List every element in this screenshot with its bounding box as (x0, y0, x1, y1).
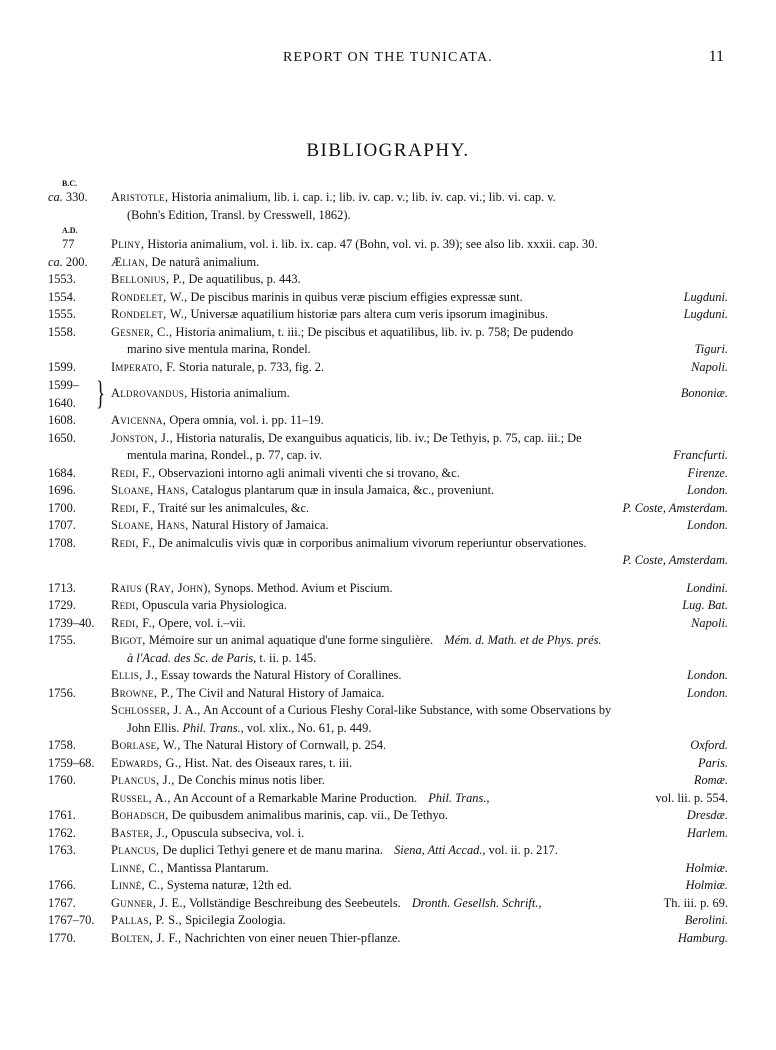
entry-continuation: Francfurti. mentula marina, Rondel., p. 77, cap. iv. (111, 447, 728, 465)
brace-icon: } (96, 375, 105, 412)
entry-author: Linné, C., (111, 878, 164, 892)
entry-author: Borlase, W., (111, 738, 181, 752)
entry-title: Traité sur les animalcules, &c. (158, 500, 310, 515)
entry-year: 1756. (48, 685, 76, 700)
entry-year: 1599– 1640. (48, 378, 79, 410)
entry-place: London. (687, 518, 728, 532)
entry-author: Linné, C., (111, 860, 164, 875)
era-label-bc: B.C. (62, 179, 78, 188)
page-number: 11 (708, 48, 724, 65)
entry-author: Baster, J., (111, 825, 169, 840)
entry-year: 1760. (48, 773, 76, 787)
entry-title: De piscibus marinis in quibus veræ piscium effigies expressæ sunt. (190, 289, 523, 304)
entry-volume: vol. ii. p. 217. (488, 843, 558, 857)
entry-title: Spicilegia Zoologia. (185, 913, 286, 927)
bib-entry (48, 254, 728, 272)
entry-title: Vollständige Beschreibung des Seebeutels. (189, 895, 401, 910)
entry-volume: vol. lii. p. 554. (655, 790, 728, 805)
bib-entry (48, 790, 728, 808)
bib-entry (48, 772, 728, 790)
entry-place: Napoli. (691, 359, 728, 374)
bib-entry (48, 825, 728, 843)
entry-place: Francfurti. (673, 448, 728, 462)
entry-title: The Natural History of Cornwall, p. 254. (183, 738, 387, 752)
entry-title: De naturâ animalium. (151, 254, 260, 269)
entry-author: Gunner, J. E., (111, 895, 187, 910)
entry-title: Historia animalium, t. iii.; De piscibus et aquatilibus, lib. iv. p. 758; De pudendo (175, 324, 574, 339)
entry-place: Dresdæ. (686, 808, 728, 822)
bib-entry (48, 465, 728, 483)
bib-entry (48, 306, 728, 324)
entry-year: ca. 200. (48, 254, 88, 269)
entry-title: Mantissa Plantarum. (166, 860, 269, 875)
bib-entry (48, 615, 728, 633)
entry-year: 1608. (48, 413, 76, 427)
entry-year: 1762. (48, 825, 76, 840)
entry-title: Historia animalium. (190, 386, 290, 400)
bib-entry (48, 877, 728, 895)
page-title: BIBLIOGRAPHY. (306, 140, 470, 161)
bib-entry (48, 189, 728, 224)
entry-year: 1758. (48, 738, 76, 752)
bib-entry (48, 895, 728, 913)
entry-place: Romæ. (693, 773, 728, 787)
bib-entry (48, 236, 728, 254)
entry-journal: Siena, Atti Accad., (394, 843, 486, 857)
entry-author: Bigot, (111, 633, 146, 647)
entry-author: Rondelet, W., (111, 307, 188, 321)
bib-entry (48, 860, 728, 878)
entry-place: Tiguri. (694, 342, 728, 356)
entry-year: 1684. (48, 465, 76, 480)
entry-title: Mémoire sur un animal aquatique d'une forme singulière. (148, 633, 434, 647)
entry-title: De duplici Tethyi genere et de manu marina. (162, 843, 383, 857)
entry-place: P. Coste, Amsterdam. (622, 500, 728, 515)
entry-author: Avicenna, (111, 413, 167, 427)
entry-author: Bolten, J. F., (111, 930, 182, 945)
entry-title: Systema naturæ, 12th ed. (166, 878, 292, 892)
entry-title: The Civil and Natural History of Jamaica. (176, 685, 385, 700)
entry-year: 1696. (48, 483, 76, 497)
entry-author: Sloane, Hans, (111, 518, 189, 532)
entry-place: Lug. Bat. (682, 598, 728, 612)
bib-entry (48, 702, 728, 737)
entry-title: Opere, vol. i.–vii. (158, 615, 246, 630)
entry-author: Sloane, Hans, (111, 483, 189, 497)
entry-place: Paris. (698, 755, 728, 770)
entry-continuation: Tiguri. marino sive mentula marina, Rondel. (111, 341, 728, 359)
entry-author: Aldrovandus, (111, 386, 188, 400)
entry-year: 1767. (48, 895, 76, 910)
entry-author: Plancus, (111, 843, 160, 857)
entry-author: Ælian, (111, 254, 149, 269)
entry-title: An Account of a Curious Fleshy Coral-like Substance, with some Observations by (203, 703, 612, 717)
entry-place: Holmiæ. (685, 878, 728, 892)
entry-year: 1558. (48, 324, 76, 339)
entry-place: Hamburg. (677, 930, 728, 945)
entry-place: London. (687, 483, 728, 497)
entry-author: Russel, A., (111, 790, 171, 805)
entry-author: Pallas, P. S., (111, 913, 183, 927)
entry-year: ca. 330. (48, 190, 88, 204)
bib-entry (48, 930, 728, 948)
bib-entry (48, 685, 728, 703)
entry-year: 1767–70. (48, 913, 95, 927)
entry-title: Natural History of Jamaica. (191, 518, 329, 532)
entry-place: Holmiæ. (685, 860, 728, 875)
bib-entry (48, 667, 728, 685)
entry-continuation: à l'Acad. des Sc. de Paris, t. ii. p. 145. (127, 650, 317, 665)
entry-title: Hist. Nat. des Oiseaux rares, t. iii. (184, 755, 353, 770)
entry-journal: Mém. d. Math. et de Phys. prés. (444, 633, 602, 647)
bib-entry (48, 271, 728, 289)
bib-entry (48, 359, 728, 377)
entry-author: Ellis, J., (111, 668, 158, 682)
entry-place: London. (687, 685, 728, 700)
entry-year: 1713. (48, 580, 76, 595)
entry-year: 1650. (48, 430, 76, 445)
entry-title: Opuscula varia Physiologica. (141, 598, 287, 612)
entry-place: London. (687, 668, 728, 682)
entry-journal: Phil. Trans., (428, 790, 490, 805)
entry-place: Lugduni. (683, 307, 728, 321)
bib-entry (48, 632, 728, 667)
entry-title: Historia naturalis, De exanguibus aquaticis, lib. iv.; De Tethyis, p. 75, cap. iii.; De (176, 430, 582, 445)
bib-entry (48, 289, 728, 307)
entry-year: 1555. (48, 307, 76, 321)
bib-entry (48, 500, 728, 518)
entry-year: 1553. (48, 272, 76, 286)
entry-author: Gesner, C., (111, 324, 173, 339)
entry-place: Lugduni. (683, 289, 728, 304)
bib-entry (48, 324, 728, 359)
entry-title: Catalogus plantarum quæ in insula Jamaica, &c., proveniunt. (191, 483, 495, 497)
bib-entry (48, 376, 728, 412)
entry-author: Redi, F., (111, 500, 156, 515)
entry-title: De aquatilibus, p. 443. (188, 272, 301, 286)
entry-year: 1599. (48, 359, 76, 374)
entry-author: Edwards, G., (111, 755, 182, 770)
entry-year: 1708. (48, 535, 76, 550)
entry-year: 1763. (48, 843, 76, 857)
entry-year: 1770. (48, 930, 76, 945)
bib-entry (48, 755, 728, 773)
bib-entry (48, 580, 728, 598)
entry-place: Napoli. (691, 615, 728, 630)
entry-volume: Th. iii. p. 69. (663, 895, 728, 910)
entry-author: Redi, (111, 598, 139, 612)
entry-title: Historia animalium, vol. i. lib. ix. cap. 47 (Bohn, vol. vi. p. 39); see also lib. xxxii. cap. 30. (147, 237, 598, 251)
bib-entry (48, 517, 728, 535)
bib-entry (48, 912, 728, 930)
bib-entry (48, 737, 728, 755)
entry-author: Schlosser, J. A., (111, 703, 201, 717)
entry-year: 1761. (48, 808, 76, 822)
entry-title: Observazioni intorno agli animali viventi che si trovano, &c. (158, 465, 460, 480)
entry-continuation (111, 552, 728, 570)
entry-place: Oxford. (690, 738, 728, 752)
bib-entry (48, 482, 728, 500)
bib-entry (48, 807, 728, 825)
bib-entry (48, 535, 728, 570)
entry-year: 1700. (48, 500, 76, 515)
entry-title: Nachrichten von einer neuen Thier-pflanze. (184, 930, 401, 945)
entry-place: Londini. (686, 580, 728, 595)
running-head: REPORT ON THE TUNICATA. (283, 50, 493, 65)
entry-author: Raius (Ray, John), (111, 580, 212, 595)
entry-year: 1755. (48, 633, 76, 647)
entry-place: Firenze. (687, 465, 728, 480)
entry-year: 77 (62, 237, 75, 251)
entry-title: De Conchis minus notis liber. (177, 773, 325, 787)
entry-title: Universæ aquatilium historiæ pars altera cum veris ipsorum imaginibus. (190, 307, 549, 321)
entry-author: Jonston, J., (111, 430, 173, 445)
bib-entry (48, 597, 728, 615)
entry-author: Aristotle, (111, 190, 169, 204)
entry-journal: Dronth. Gesellsh. Schrift., (411, 895, 542, 910)
entry-author: Redi, F., (111, 465, 156, 480)
entry-title: De quibusdem animalibus marinis, cap. vii., De Tethyo. (171, 808, 448, 822)
bibliography-list (48, 179, 728, 947)
entry-author: Bellonius, P., (111, 272, 186, 286)
entry-author: Redi, F., (111, 615, 156, 630)
entry-place: Berolini. (684, 913, 728, 927)
entry-place: P. Coste, Amsterdam. (622, 553, 728, 567)
entry-title: Essay towards the Natural History of Corallines. (160, 668, 402, 682)
entry-title: An Account of a Remarkable Marine Production. (173, 790, 418, 805)
entry-title: Opera omnia, vol. i. pp. 11–19. (169, 413, 324, 427)
entry-author: Browne, P., (111, 685, 174, 700)
entry-title: Storia naturale, p. 733, fig. 2. (178, 359, 325, 374)
entry-title: Opuscula subseciva, vol. i. (171, 825, 305, 840)
entry-title: De animalculis vivis quæ in corporibus animalium vivorum reperiuntur observationes. (158, 535, 587, 550)
entry-author: Rondelet, W., (111, 289, 188, 304)
entry-year: 1554. (48, 289, 76, 304)
entry-place: Bononiæ. (680, 386, 728, 400)
entry-continuation: John Ellis. Phil. Trans., vol. xlix., No. 61, p. 449. (127, 720, 372, 735)
bib-entry (48, 430, 728, 465)
entry-author: Plancus, J., (111, 773, 175, 787)
entry-year: 1759–68. (48, 755, 95, 770)
entry-author: Bohadsch, (111, 808, 169, 822)
entry-author: Redi, F., (111, 535, 156, 550)
entry-author: Pliny, (111, 237, 145, 251)
entry-title: Historia animalium, lib. i. cap. i.; lib. iv. cap. v.; lib. iv. cap. vi.; lib. vi. cap. v. (171, 190, 556, 204)
entry-title: Synops. Method. Avium et Piscium. (214, 580, 393, 595)
entry-year: 1729. (48, 598, 76, 612)
bib-entry (48, 412, 728, 430)
era-label-ad: A.D. (62, 226, 78, 235)
entry-year: 1739–40. (48, 615, 95, 630)
entry-year: 1766. (48, 878, 76, 892)
entry-author: Imperato, F. (111, 359, 176, 374)
bib-entry (48, 842, 728, 860)
entry-place: Harlem. (687, 825, 728, 840)
entry-year: 1707. (48, 518, 76, 532)
entry-continuation: (Bohn's Edition, Transl. by Cresswell, 1862). (127, 207, 351, 222)
